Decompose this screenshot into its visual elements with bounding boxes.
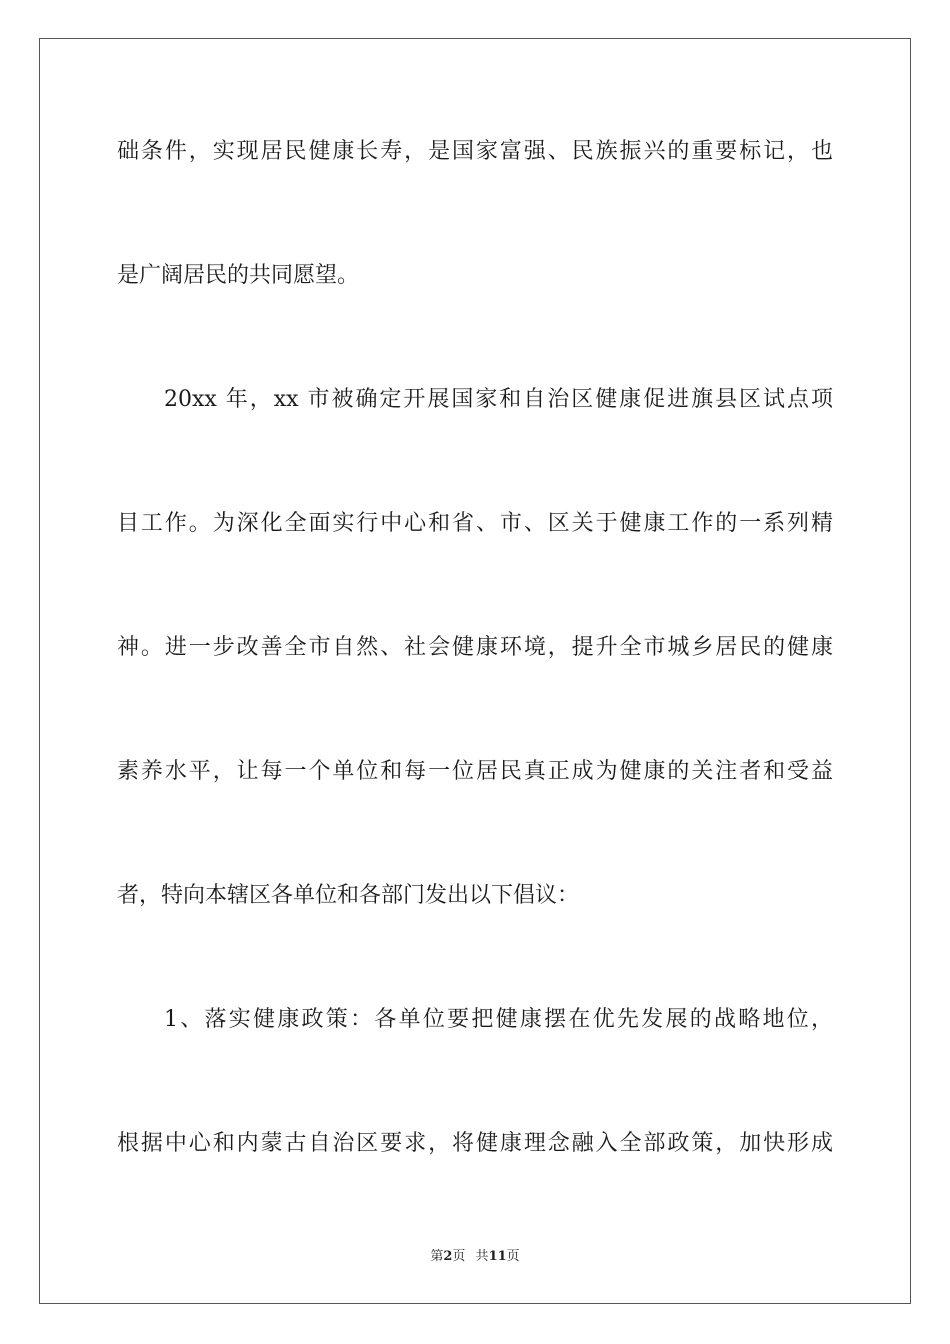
body-line-9: 根据中心和内蒙古自治区要求，将健康理念融入全部政策，加快形成 xyxy=(117,1131,833,1156)
body-line-3: 20xx 年，xx 市被确定开展国家和自治区健康促进旗县区试点项 xyxy=(164,387,833,412)
footer-page-unit: 页 xyxy=(452,1249,466,1264)
body-line-2: 是广阔居民的共同愿望。 xyxy=(117,263,360,288)
body-line-8: 1、落实健康政策：各单位要把健康摆在优先发展的战略地位， xyxy=(164,1007,833,1032)
body-line-6: 素养水平，让每一个单位和每一位居民真正成为健康的关注者和受益 xyxy=(117,759,833,784)
footer-page-number: 2 xyxy=(443,1249,453,1264)
footer-total-unit: 页 xyxy=(506,1249,520,1264)
body-line-1: 础条件，实现居民健康长寿，是国家富强、民族振兴的重要标记，也 xyxy=(117,139,833,164)
footer-total-prefix: 共 xyxy=(475,1249,489,1264)
footer-total-pages: 11 xyxy=(488,1249,507,1264)
footer-page-prefix: 第 xyxy=(430,1249,444,1264)
body-line-7: 者，特向本辖区各单位和各部门发出以下倡议： xyxy=(117,883,580,908)
body-line-4: 目工作。为深化全面实行中心和省、市、区关于健康工作的一系列精 xyxy=(117,511,833,536)
page-border xyxy=(39,38,911,1304)
page-footer xyxy=(0,1248,950,1266)
body-line-5: 神。进一步改善全市自然、社会健康环境，提升全市城乡居民的健康 xyxy=(117,635,833,660)
